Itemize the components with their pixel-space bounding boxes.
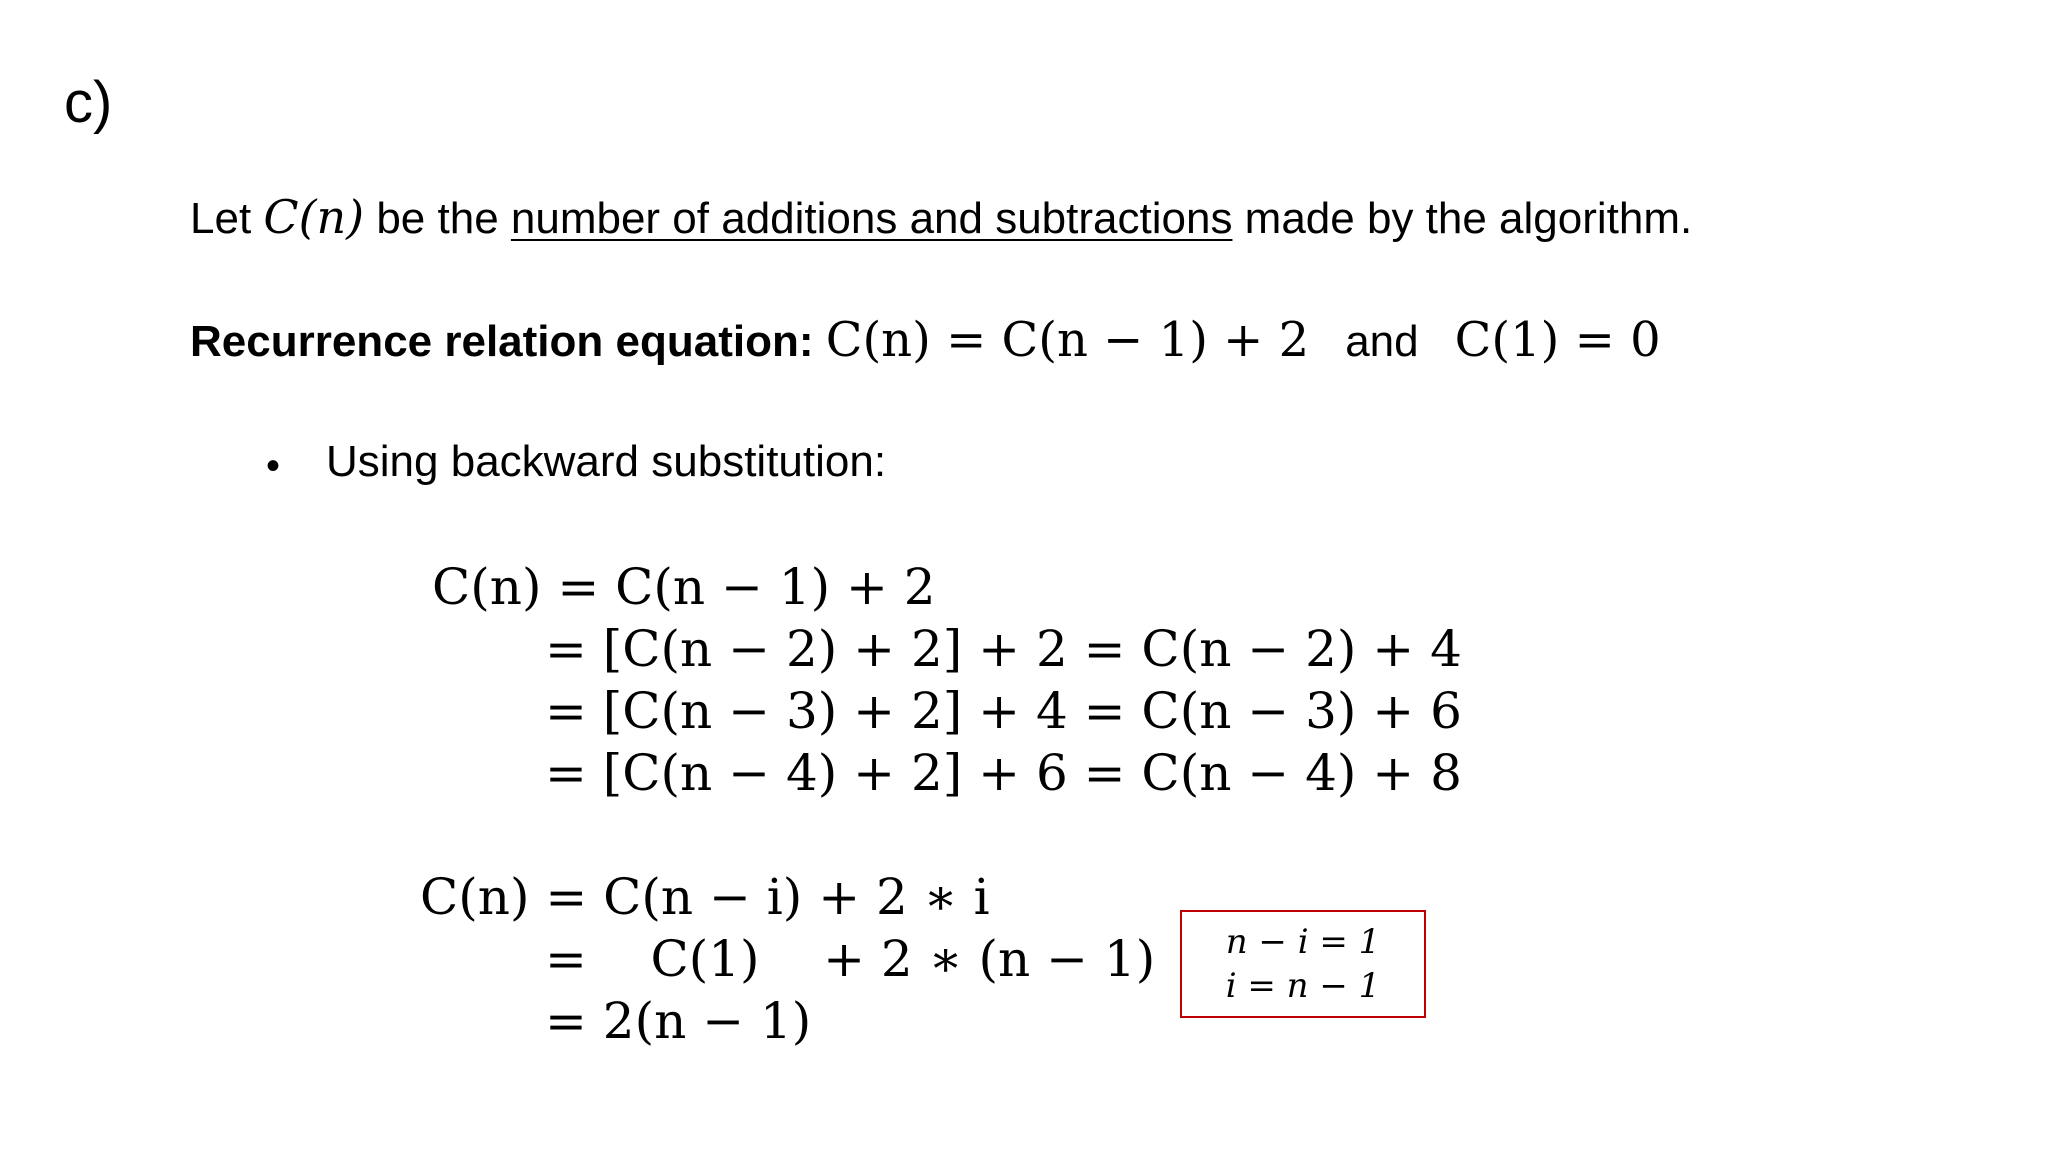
- substitution-step-3: = [C(n − 3) + 2] + 4 = C(n − 3) + 6: [545, 682, 1462, 740]
- note-line-1: n − i = 1: [1225, 921, 1381, 962]
- note-box: [1180, 910, 1426, 1018]
- general-step-1: C(n) = C(n − i) + 2 ∗ i: [420, 868, 990, 926]
- intro-function: C(n): [263, 190, 365, 244]
- general-step-3: = 2(n − 1): [545, 992, 812, 1050]
- section-label: c): [64, 70, 113, 135]
- intro-sentence: [190, 190, 1693, 244]
- general-step-2: = C(1) + 2 ∗ (n − 1): [545, 930, 1156, 988]
- recurrence-relation: [190, 312, 1661, 368]
- substitution-step-4: = [C(n − 4) + 2] + 6 = C(n − 4) + 8: [545, 744, 1462, 802]
- intro-prefix: Let: [190, 194, 264, 243]
- bullet-text: Using backward substitution:: [326, 437, 887, 486]
- bullet-marker: •: [266, 444, 281, 488]
- intro-underlined-phrase: number of additions and subtractions: [510, 194, 1233, 243]
- recurrence-connector: and: [1345, 317, 1419, 366]
- intro-suffix: made by the algorithm.: [1232, 194, 1693, 243]
- note-line-2: i = n − 1: [1225, 966, 1381, 1006]
- recurrence-base-case: C(1) = 0: [1454, 312, 1661, 368]
- recurrence-label: Recurrence relation equation:: [190, 317, 814, 366]
- substitution-step-2: = [C(n − 2) + 2] + 2 = C(n − 2) + 4: [545, 620, 1462, 678]
- recurrence-equation: C(n) = C(n − 1) + 2: [825, 312, 1310, 368]
- intro-middle: be the: [364, 194, 511, 243]
- substitution-step-1: C(n) = C(n − 1) + 2: [432, 558, 936, 616]
